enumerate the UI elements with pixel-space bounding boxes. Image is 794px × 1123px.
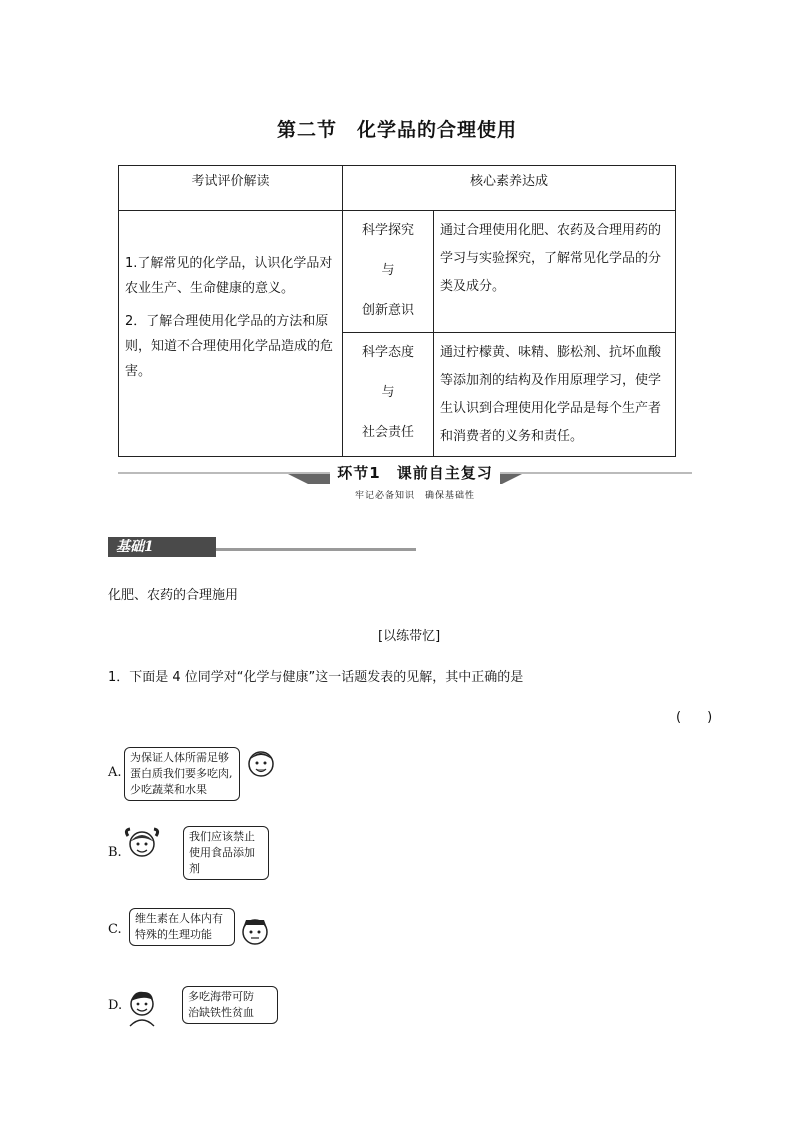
boy-avatar-icon — [122, 988, 164, 1028]
bubble-line: 剂 — [189, 862, 200, 875]
option-bubble — [129, 908, 235, 946]
category-line: 与 — [381, 385, 395, 400]
bubble-line: 少吃蔬菜和水果 — [130, 783, 207, 796]
bubble-line: 使用食品添加 — [189, 846, 255, 859]
section-subtitle: 牢记必备知识 确保基础性 — [354, 491, 475, 501]
col-header-literacy: 核心素养达成 — [343, 166, 676, 211]
girl-avatar-icon — [122, 826, 162, 864]
boy-avatar-icon — [244, 746, 278, 780]
option-letter: C. — [108, 922, 122, 937]
evaluation-cell — [119, 211, 343, 457]
boy-avatar-icon — [238, 914, 272, 948]
topic-heading: 化肥、农药的合理施用 — [108, 588, 239, 603]
col-header-evaluation: 考试评价解读 — [119, 166, 343, 211]
bubble-line: 蛋白质我们要多吃肉, — [130, 767, 233, 780]
category-line: 创新意识 — [361, 303, 414, 318]
bubble-line: 多吃海带可防 — [188, 990, 254, 1003]
category-cell — [343, 211, 434, 333]
option-bubble — [124, 747, 240, 801]
section-label: 环节1 课前自主复习 — [330, 462, 500, 484]
option-bubble — [182, 986, 278, 1024]
answer-parentheses: ( ) — [676, 710, 713, 725]
bubble-line: 治缺铁性贫血 — [188, 1006, 254, 1019]
bubble-line: 维生素在人体内有 — [135, 912, 223, 925]
page-title: 第二节 化学品的合理使用 — [276, 119, 517, 141]
objectives-table — [118, 165, 676, 457]
option-letter: A. — [108, 765, 122, 780]
option-letter: D. — [108, 998, 123, 1013]
bubble-line: 为保证人体所需足够 — [130, 751, 229, 764]
option-bubble — [183, 826, 269, 880]
category-line: 社会责任 — [361, 425, 414, 440]
category-cell — [343, 333, 434, 457]
bubble-line: 特殊的生理功能 — [135, 928, 212, 941]
category-line: 科学探究 — [361, 223, 414, 238]
description-cell: 通过柠檬黄、味精、膨松剂、抗坏血酸等添加剂的结构及作用原理学习，使学生认识到合理使用化学品是每个生产者和消费者的义务和责任。 — [434, 333, 676, 457]
evaluation-item: 1.了解常见的化学品，认识化学品对农业生产、生命健康的意义。 — [125, 256, 333, 296]
practice-tag: [以练带忆] — [378, 629, 441, 644]
option-letter: B. — [108, 845, 122, 860]
evaluation-item: 2．了解合理使用化学品的方法和原则，知道不合理使用化学品造成的危害。 — [125, 314, 334, 379]
basic-badge: 基础1 — [108, 537, 216, 557]
question-stem: 1．下面是 4 位同学对“化学与健康”这一话题发表的见解，其中正确的是 — [108, 670, 524, 685]
category-line: 科学态度 — [361, 345, 414, 360]
bubble-line: 我们应该禁止 — [189, 830, 255, 843]
category-line: 与 — [381, 263, 395, 278]
description-cell: 通过合理使用化肥、农药及合理用药的学习与实验探究，了解常见化学品的分类及成分。 — [434, 211, 676, 333]
